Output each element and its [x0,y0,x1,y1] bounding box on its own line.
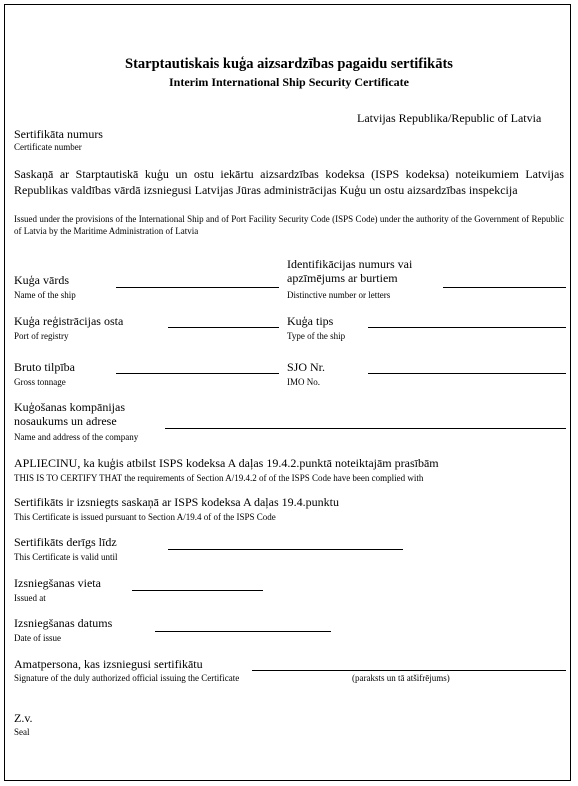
port-of-registry-field [168,327,279,328]
signature-note: (paraksts un tā atšifrējums) [352,673,450,683]
date-of-issue-field [155,631,331,632]
issued-pursuant-statement: Sertifikāts ir izsniegts saskaņā ar ISPS kodeksa A daļas 19.4.punktu [14,495,339,509]
company-field [165,428,566,429]
ship-name-field [116,287,279,288]
issued-at-field [132,590,263,591]
valid-until-label: Sertifikāts derīgs līdz [14,535,117,549]
company-label: Kuģošanas kompānijas nosaukums un adrese [14,400,125,428]
imo-number-field [368,373,566,374]
certify-statement: APLIECINU, ka kuģis atbilst ISPS kodeksa A daļas 19.4.2.punktā noteiktajām prasībām [14,456,439,470]
distinctive-number-field [443,287,566,288]
ship-name-label: Kuģa vārds [14,273,69,287]
issued-under-text-en: Issued under the provisions of the International Ship and of Port Facility Security Code (ISPS Code) under the authority of the Government of Republic of Latvia by the Maritime Administration of Latvia [14,214,564,236]
date-of-issue-label-en: Date of issue [14,633,61,643]
official-label-en: Signature of the duly authorized official issuing the Certificate [14,673,240,683]
valid-until-label-en: This Certificate is valid until [14,552,118,562]
official-label: Amatpersona, kas izsniegusi sertifikātu [14,657,203,671]
issued-under-text: Saskaņā ar Starptautiskā kuģu un ostu iekārtu aizsardzības kodeksa (ISPS kodeksa) noteikumiem Latvijas Republikas valdības vārdā izsniegusi Latvijas Jūras administrācijas Kuģu un ostu aizsardzības inspekcija [14,167,564,197]
port-of-registry-label: Kuģa reģistrācijas osta [14,314,124,328]
ship-type-label: Kuģa tips [287,314,334,328]
certificate-number-label: Sertifikāta numurs [14,127,103,141]
title-english: Interim International Ship Security Certificate [169,75,409,89]
gross-tonnage-label-en: Gross tonnage [14,377,66,387]
issued-at-label-en: Issued at [14,593,46,603]
company-label-en: Name and address of the company [14,432,139,442]
imo-number-label: SJO Nr. [287,360,326,374]
port-of-registry-label-en: Port of registry [14,331,69,341]
issued-at-label: Izsniegšanas vieta [14,576,101,590]
issued-pursuant-statement-en: This Certificate is issued pursuant to Section A/19.4 of of the ISPS Code [14,512,276,522]
distinctive-number-label-en: Distinctive number or letters [287,290,391,300]
gross-tonnage-label: Bruto tilpība [14,360,75,374]
ship-type-label-en: Type of the ship [287,331,346,341]
seal-label: Z.v. [14,711,33,725]
distinctive-number-label: Identifikācijas numurs vai apzīmējums ar burtiem [287,257,413,285]
title-latvian: Starptautiskais kuģa aizsardzības pagaidu sertifikāts [125,56,453,72]
signature-field [252,670,566,671]
date-of-issue-label: Izsniegšanas datums [14,616,113,630]
republic-label: Latvijas Republika/Republic of Latvia [357,111,542,125]
ship-name-label-en: Name of the ship [14,290,76,300]
gross-tonnage-field [116,373,279,374]
certify-statement-en: THIS IS TO CERTIFY THAT the requirements of Section A/19.4.2 of of the ISPS Code have been complied with [14,473,424,483]
ship-type-field [368,327,566,328]
seal-label-en: Seal [14,727,30,737]
valid-until-field [168,549,403,550]
imo-number-label-en: IMO No. [287,377,320,387]
certificate-number-label-en: Certificate number [14,142,82,152]
